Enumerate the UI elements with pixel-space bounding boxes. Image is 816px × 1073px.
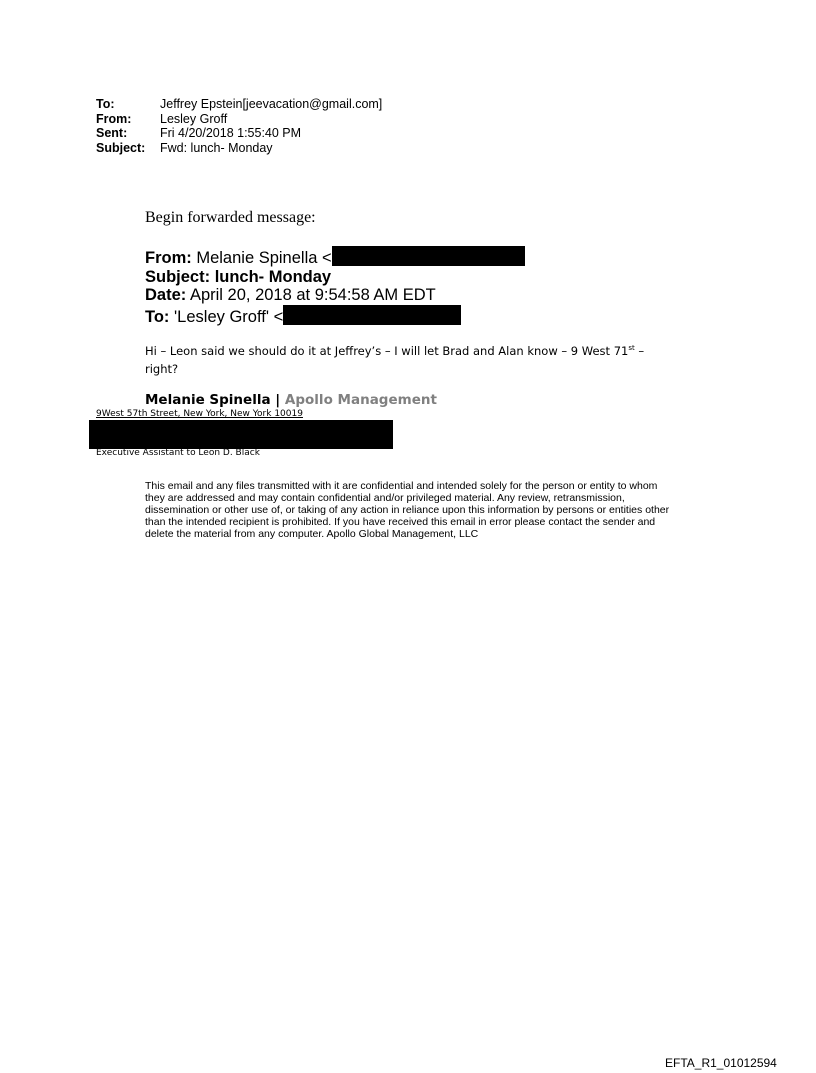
header-from-value: Lesley Groff	[160, 111, 228, 126]
fwd-from-row	[145, 246, 525, 268]
fwd-to-label: To:	[145, 307, 170, 326]
header-from-label: From:	[96, 111, 132, 126]
forwarded-header	[145, 246, 525, 326]
message-line-1-text: Hi – Leon said we should do it at Jeffrey’s – I will let Brad and Alan know – 9 West 71	[145, 343, 629, 358]
signature-name: Melanie Spinella	[145, 392, 271, 408]
header-sent-row	[96, 126, 382, 141]
header-to-label: To:	[96, 97, 115, 111]
header-subject-row	[96, 141, 382, 156]
redaction-box	[283, 305, 461, 325]
message-body	[145, 339, 705, 378]
message-line-1	[145, 339, 705, 360]
fwd-date-value: April 20, 2018 at 9:54:58 AM EDT	[189, 286, 436, 304]
header-to-row	[96, 97, 382, 112]
redaction-box	[332, 246, 525, 266]
message-line-1-end: –	[634, 343, 645, 358]
signature-title: Executive Assistant to Leon D. Black	[96, 448, 260, 458]
signature-line	[145, 392, 437, 408]
message-line-2: right?	[145, 361, 179, 376]
redaction-box	[89, 420, 393, 449]
header-subject-value: Fwd: lunch- Monday	[160, 140, 273, 155]
fwd-date-label: Date:	[145, 286, 187, 304]
fwd-to-row	[145, 305, 525, 327]
message-superscript: st	[628, 344, 635, 352]
document-id: EFTA_R1_01012594	[665, 1056, 777, 1070]
signature-address: 9West 57th Street, New York, New York 10019	[96, 409, 303, 419]
fwd-subject-value: lunch- Monday	[214, 267, 332, 286]
fwd-from-value: Melanie Spinella <	[196, 249, 332, 267]
signature-separator: |	[270, 392, 285, 408]
signature-company: Apollo Management	[284, 392, 437, 408]
forward-intro: Begin forwarded message:	[145, 209, 316, 226]
fwd-to-value: 'Lesley Groff' <	[174, 307, 284, 326]
fwd-subject-row	[145, 268, 525, 287]
header-from-row	[96, 112, 382, 127]
email-header	[96, 97, 382, 155]
header-sent-value: Fri 4/20/2018 1:55:40 PM	[160, 126, 302, 140]
fwd-from-label: From:	[145, 249, 192, 267]
header-to-value: Jeffrey Epstein[jeevacation@gmail.com]	[160, 97, 383, 111]
header-sent-label: Sent:	[96, 126, 128, 140]
fwd-subject-label: Subject:	[145, 267, 211, 286]
confidentiality-disclaimer: This email and any files transmitted with it are confidential and intended solely for the person or entity to whom they are addressed and may contain confidential and/or privileged material. Any review, retransmission, dissemination or other use of, or taking of any action in reliance upon this information by persons or entities other than the intended recipient is prohibited. If you have received this email in error please contact the sender and delete the material from any computer. Apollo Global Management, LLC	[145, 480, 670, 541]
fwd-date-row	[145, 286, 525, 305]
header-subject-label: Subject:	[96, 140, 146, 155]
